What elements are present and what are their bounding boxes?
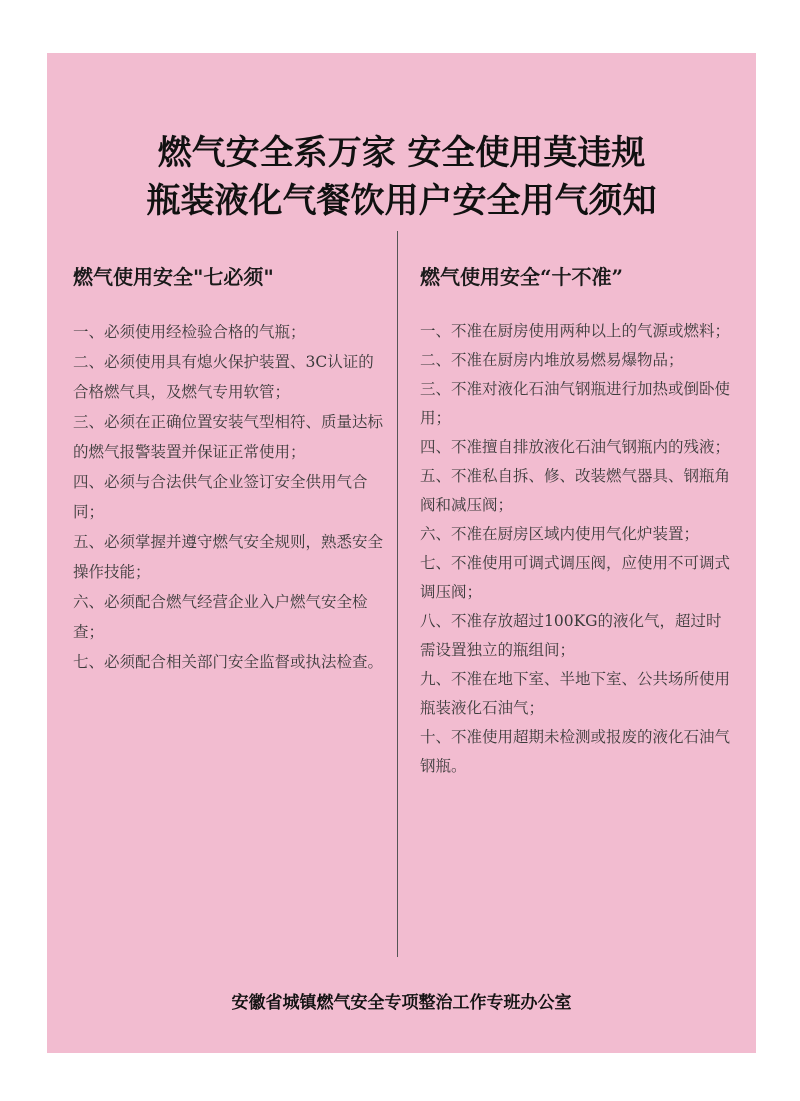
poster-subtitle: 瓶装液化气餐饮用户安全用气须知 <box>146 181 657 221</box>
ten-prohibitions-heading: 燃气使用安全“十不准” <box>420 265 624 289</box>
poster-title: 燃气安全系万家 安全使用莫违规 <box>157 133 646 173</box>
notice-poster <box>47 53 756 1053</box>
list-item: 五、不准私自拆、修、改装燃气器具、钢瓶角阀和减压阀； <box>420 467 731 514</box>
column-divider <box>397 231 398 957</box>
list-item: 三、必须在正确位置安装气型相符、质量达标的燃气报警装置并保证正常使用； <box>73 413 384 461</box>
list-item: 二、必须使用具有熄火保护装置、3C认证的合格燃气具，及燃气专用软管； <box>73 353 374 401</box>
list-item: 三、不准对液化石油气钢瓶进行加热或倒卧使用； <box>420 380 731 427</box>
list-item: 二、不准在厨房内堆放易燃易爆物品； <box>420 351 684 369</box>
issuer-footer: 安徽省城镇燃气安全专项整治工作专班办公室 <box>231 993 572 1013</box>
seven-musts-heading: 燃气使用安全"七必须" <box>73 265 274 289</box>
list-item: 十、不准使用超期未检测或报废的液化石油气钢瓶。 <box>420 728 731 775</box>
list-item: 六、不准在厨房区域内使用气化炉装置； <box>420 525 700 543</box>
seven-musts-section <box>73 263 383 677</box>
list-item: 八、不准存放超过100KG的液化气，超过时需设置独立的瓶组间； <box>420 612 722 659</box>
list-item: 七、必须配合相关部门安全监督或执法检查。 <box>73 653 384 671</box>
ten-prohibitions-list <box>420 317 735 781</box>
list-item: 四、必须与合法供气企业签订安全供用气合同； <box>73 473 368 521</box>
list-item: 六、必须配合燃气经营企业入户燃气安全检查； <box>73 593 368 641</box>
seven-musts-list <box>73 317 383 677</box>
list-item: 九、不准在地下室、半地下室、公共场所使用瓶装液化石油气； <box>420 670 731 717</box>
ten-prohibitions-section <box>420 263 735 781</box>
list-item: 一、必须使用经检验合格的气瓶； <box>73 323 306 341</box>
list-item: 四、不准擅自排放液化石油气钢瓶内的残液； <box>420 438 731 456</box>
list-item: 五、必须掌握并遵守燃气安全规则，熟悉安全操作技能； <box>73 533 384 581</box>
list-item: 七、不准使用可调式调压阀，应使用不可调式调压阀； <box>420 554 731 601</box>
list-item: 一、不准在厨房使用两种以上的气源或燃料； <box>420 322 731 340</box>
